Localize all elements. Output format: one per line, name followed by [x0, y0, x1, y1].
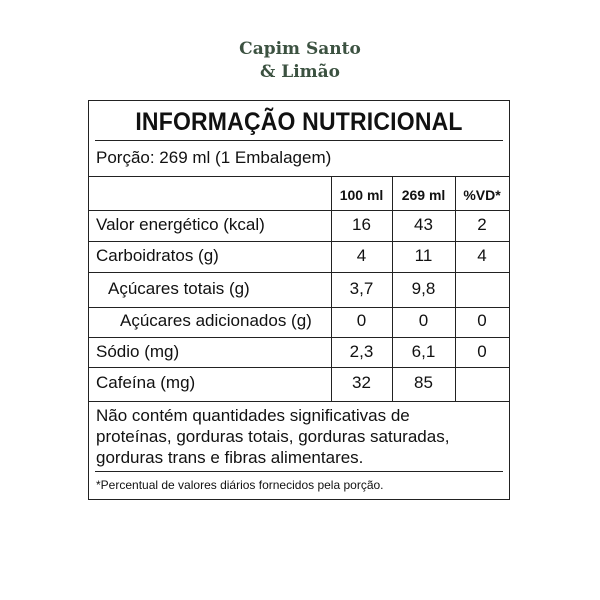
divider — [89, 176, 509, 177]
cell-269ml: 6,1 — [411, 342, 436, 361]
cell-269ml: 85 — [414, 373, 433, 392]
product-name-line-1: Capim Santo — [239, 39, 361, 59]
column-header-vd: %VD* — [463, 187, 501, 203]
row-label: Açúcares totais (g) — [108, 279, 250, 298]
divider — [89, 401, 509, 402]
cell-100ml: 0 — [356, 311, 367, 330]
note-line: Não contém quantidades significativas de — [96, 406, 410, 425]
note-line: gorduras trans e fibras alimentares. — [96, 448, 364, 467]
cell-100ml: 4 — [356, 246, 367, 265]
row-divider — [89, 241, 509, 242]
cell-269ml: 11 — [414, 246, 433, 265]
row-label: Sódio (mg) — [96, 342, 180, 361]
cell-269ml: 9,8 — [411, 279, 436, 298]
cell-100ml: 2,3 — [349, 342, 374, 361]
table-title: INFORMAÇÃO NUTRICIONAL — [135, 108, 463, 136]
row-divider — [89, 337, 509, 338]
note-line: proteínas, gorduras totais, gorduras saturadas, — [96, 427, 450, 446]
row-divider — [89, 307, 509, 308]
cell-100ml: 32 — [352, 373, 371, 392]
cell-269ml: 43 — [414, 215, 433, 234]
cell-100ml: 16 — [352, 215, 371, 234]
row-divider — [89, 367, 509, 368]
divider — [89, 210, 509, 211]
row-divider — [89, 272, 509, 273]
row-label: Valor energético (kcal) — [96, 215, 265, 234]
nutrition-note — [96, 405, 506, 468]
cell-vd: 0 — [477, 311, 487, 330]
cell-269ml: 0 — [418, 311, 429, 330]
column-header-269ml: 269 ml — [401, 187, 446, 203]
divider — [95, 140, 503, 141]
product-name — [0, 38, 600, 84]
cell-vd: 0 — [477, 342, 487, 361]
cell-100ml: 3,7 — [349, 279, 374, 298]
row-label: Cafeína (mg) — [96, 373, 196, 392]
cell-vd: 2 — [477, 215, 487, 234]
row-label: Carboidratos (g) — [96, 246, 219, 265]
row-label: Açúcares adicionados (g) — [120, 311, 312, 330]
column-header-100ml: 100 ml — [339, 187, 384, 203]
portion-text: Porção: 269 ml (1 Embalagem) — [96, 148, 332, 167]
divider — [95, 471, 503, 472]
cell-vd: 4 — [477, 246, 487, 265]
footnote: *Percentual de valores diários fornecidos pela porção. — [96, 478, 384, 492]
product-name-line-2: & Limão — [259, 62, 341, 82]
nutrition-facts-table — [88, 100, 510, 500]
